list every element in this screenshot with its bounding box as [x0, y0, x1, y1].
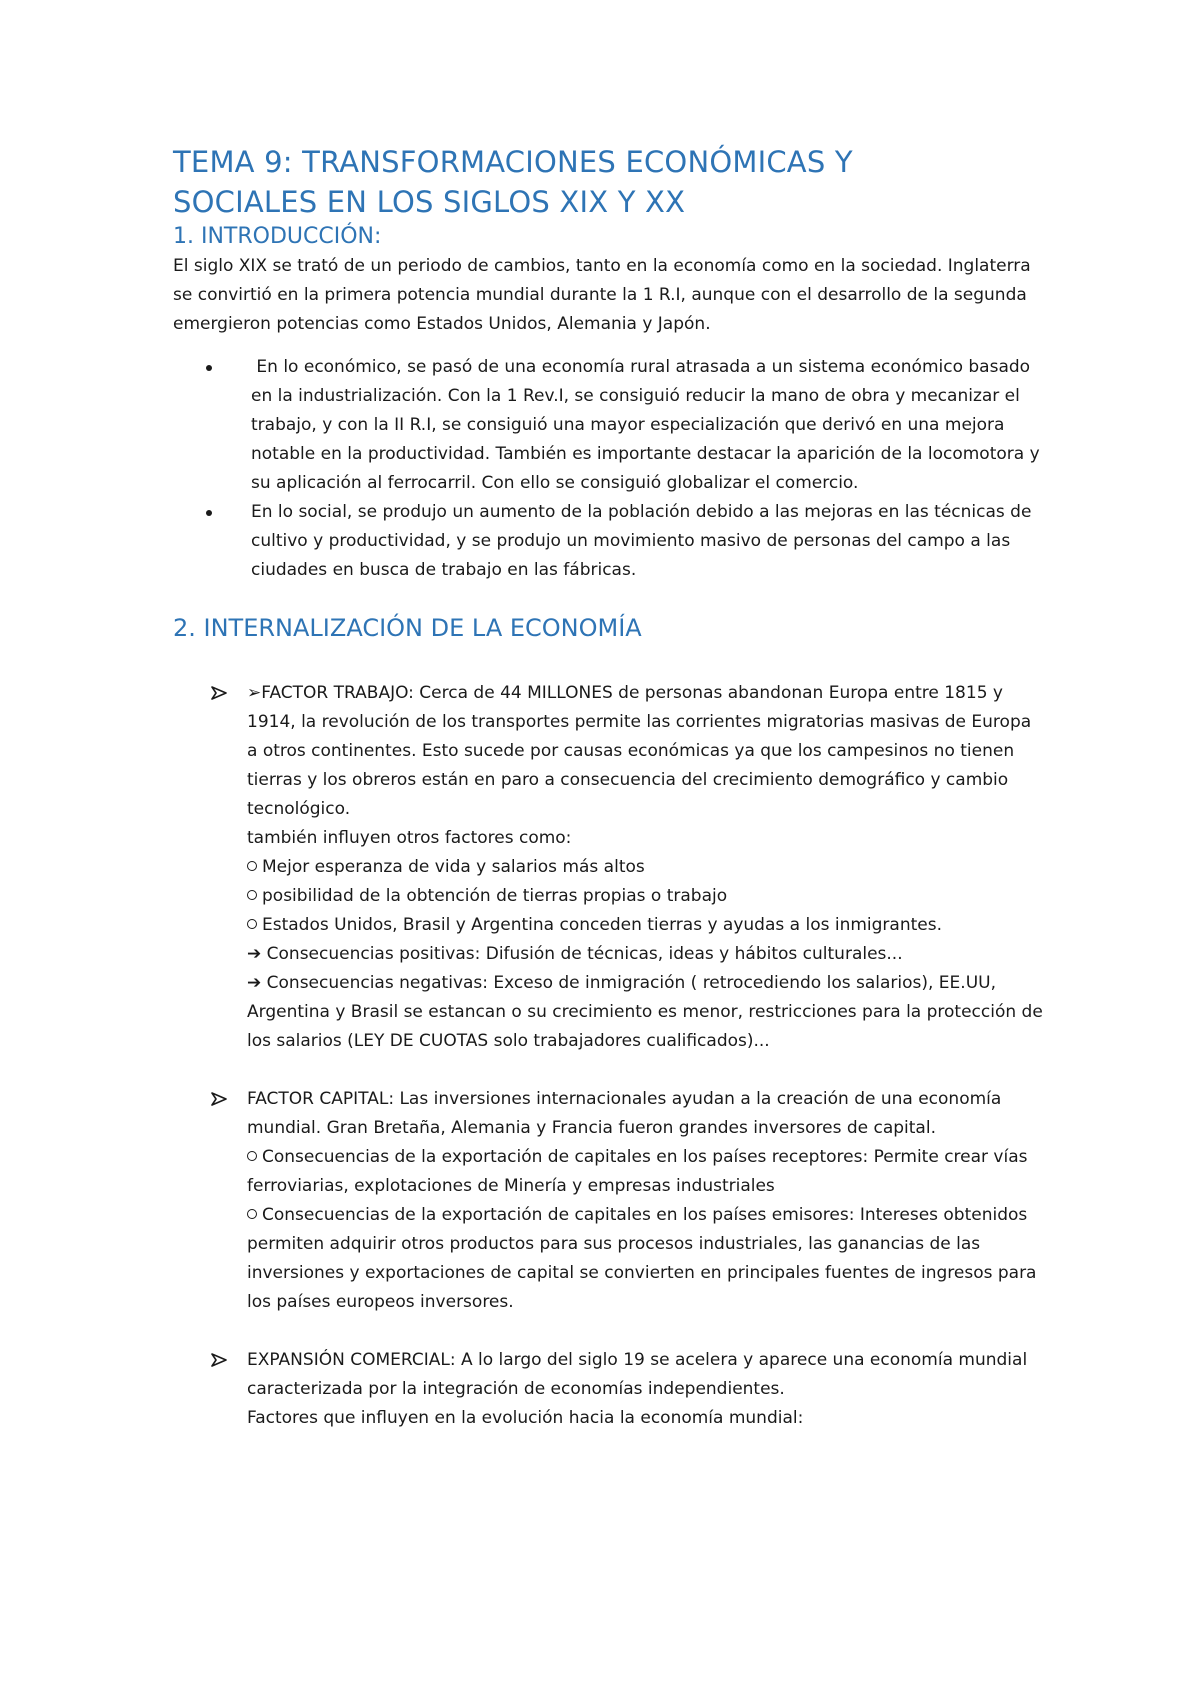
consequence-negative: ➔ Consecuencias negativas: Exceso de inmigración ( retrocediendo los salarios), EE.UU, Argentina y Brasil se estancan o su crecimiento es menor, restricciones para la protección de los salarios (LEY DE CUOTAS solo trabajadores cualificados)... — [247, 973, 1043, 1051]
bullet-dot-icon — [206, 365, 212, 371]
factor-trabajo-lead: también influyen otros factores como: — [247, 828, 572, 848]
expansion-comercial — [173, 1346, 1043, 1433]
expansion-comercial-text: EXPANSIÓN COMERCIAL: A lo largo del siglo 19 se acelera y aparece una economía mundial caracterizada por la integración de economías independientes. — [247, 1350, 1028, 1399]
circle-bullet-icon — [247, 890, 257, 900]
factor-capital — [173, 1085, 1043, 1317]
arrowhead-bullet-icon — [211, 1092, 227, 1106]
consequence-positive: ➔ Consecuencias positivas: Difusión de técnicas, ideas y hábitos culturales... — [247, 944, 903, 964]
circle-item: Mejor esperanza de vida y salarios más altos — [247, 853, 1043, 882]
factor-trabajo — [173, 679, 1043, 1056]
circle-item: Consecuencias de la exportación de capitales en los países receptores: Permite crear vías ferroviarias, explotaciones de Minería y empresas industriales — [247, 1147, 1028, 1196]
circle-bullet-icon — [247, 919, 257, 929]
section-heading-introduccion: 1. INTRODUCCIÓN: — [173, 224, 382, 249]
circle-item: posibilidad de la obtención de tierras propias o trabajo — [247, 882, 1043, 911]
bullet-social — [173, 498, 1043, 585]
factor-capital-text: FACTOR CAPITAL: Las inversiones internacionales ayudan a la creación de una economía mundial. Gran Bretaña, Alemania y Francia fueron grandes inversores de capital. — [247, 1089, 1002, 1138]
circle-item: Consecuencias de la exportación de capitales en los países emisores: Intereses obtenidos permiten adquirir otros productos para sus procesos industriales, las ganancias de las inversiones y exportaciones de capital se convierten en principales fuentes de ingresos para los países europeos inversores. — [247, 1205, 1037, 1312]
circle-bullet-icon — [247, 1151, 257, 1161]
section-heading-internalizacion: 2. INTERNALIZACIÓN DE LA ECONOMÍA — [173, 614, 642, 642]
bullet-dot-icon — [206, 510, 212, 516]
title-line-1: TEMA 9: TRANSFORMACIONES ECONÓMICAS Y — [173, 145, 853, 179]
bullet-economico — [173, 353, 1046, 498]
bullet-text: En lo económico, se pasó de una economía rural atrasada a un sistema económico basado en la industrialización. Con la 1 Rev.I, se consiguió reducir la mano de obra y mecanizar el trabajo, y con la II R.I, se consiguió una mayor especialización que derivó en una mejora notable en la productividad. También es importante destacar la aparición de la locomotora y su aplicación al ferrocarril. Con ello se consiguió globalizar el comercio. — [251, 357, 1046, 493]
factor-trabajo-text: ➢FACTOR TRABAJO: Cerca de 44 MILLONES de personas abandonan Europa entre 1815 y 1914, la revolución de los transportes permite las corrientes migratorias masivas de Europa a otros continentes. Esto sucede por causas económicas ya que los campesinos no tienen tierras y los obreros están en paro a consecuencia del crecimiento demográfico y cambio tecnológico. — [247, 683, 1032, 819]
intro-paragraph: El siglo XIX se trató de un periodo de cambios, tanto en la economía como en la sociedad. Inglaterra se convirtió en la primera potencia mundial durante la 1 R.I, aunque con el desarrollo de la segunda emergieron potencias como Estados Unidos, Alemania y Japón. — [173, 256, 1031, 334]
title-line-2: SOCIALES EN LOS SIGLOS XIX Y XX — [173, 185, 686, 219]
circle-bullet-icon — [247, 861, 257, 871]
arrowhead-bullet-icon — [211, 686, 227, 700]
circle-bullet-icon — [247, 1209, 257, 1219]
bullet-text: En lo social, se produjo un aumento de la población debido a las mejoras en las técnicas de cultivo y productividad, y se produjo un movimiento masivo de personas del campo a las ciudades en busca de trabajo en las fábricas. — [251, 502, 1032, 580]
factor-list — [173, 679, 1043, 1433]
circle-item: Estados Unidos, Brasil y Argentina conceden tierras y ayudas a los inmigrantes. — [247, 911, 1043, 940]
document-title — [173, 142, 1043, 222]
intro-bullet-list — [173, 353, 1046, 585]
expansion-comercial-lead: Factores que influyen en la evolución hacia la economía mundial: — [247, 1408, 804, 1428]
arrowhead-bullet-icon — [211, 1353, 227, 1367]
document-body — [173, 142, 1046, 1462]
